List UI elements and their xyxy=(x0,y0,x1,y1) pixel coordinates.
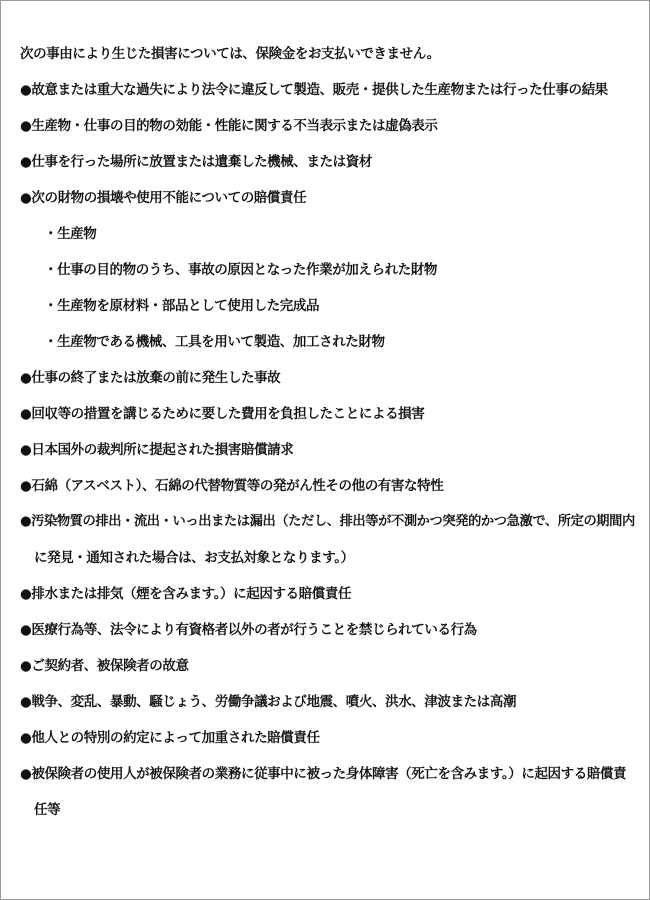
list-item: ●生産物・仕事の目的物の効能・性能に関する不当表示または虚偽表示 xyxy=(20,118,438,134)
intro-text: 次の事由により生じた損害については、保険金をお支払いできません。 xyxy=(20,46,440,62)
sub-list-item: ・生産物 xyxy=(44,226,97,242)
list-item: ●石綿（アスベスト）、石綿の代替物質等の発がん性その他の有害な特性 xyxy=(20,478,444,494)
list-item: ●回収等の措置を講じるために要した費用を負担したことによる損害 xyxy=(20,406,425,422)
list-item-employee-line2: 任等 xyxy=(34,802,61,818)
list-item: ●他人との特別の約定によって加重された賠償責任 xyxy=(20,730,320,746)
list-item-pollution-line2: に発見・通知された場合は、お支払対象となります。） xyxy=(34,550,354,566)
list-item: ●排水または排気（煙を含みます。）に起因する賠償責任 xyxy=(20,586,352,602)
exclusions-list xyxy=(20,44,638,836)
list-item: ●仕事の終了または放棄の前に発生した事故 xyxy=(20,370,281,386)
list-item: ●ご契約者、被保険者の故意 xyxy=(20,658,189,674)
sub-list-item: ・仕事の目的物のうち、事故の原因となった作業が加えられた財物 xyxy=(44,262,437,278)
sub-list-item: ・生産物である機械、工具を用いて製造、加工された財物 xyxy=(44,334,385,350)
list-item: ●戦争、変乱、暴動、騒じょう、労働争議および地震、噴火、洪水、津波または高潮 xyxy=(20,694,517,710)
list-item-employee-line1: ●被保険者の使用人が被保険者の業務に従事中に被った身体障害（死亡を含みます。）に起因する賠償責 xyxy=(20,766,627,782)
sub-list-item: ・生産物を原材料・部品として使用した完成品 xyxy=(44,298,320,314)
list-item-pollution-line1: ●汚染物質の排出・流出・いっ出または漏出（ただし、排出等が不測かつ突発的かつ急激で、所定の期間内 xyxy=(20,514,635,529)
list-item: ●故意または重大な過失により法令に違反して製造、販売・提供した生産物または行った仕事の結果 xyxy=(20,82,608,98)
list-item: ●次の財物の損壊や使用不能についての賠償責任 xyxy=(20,190,307,206)
list-item: ●仕事を行った場所に放置または遺棄した機械、または資材 xyxy=(20,154,372,170)
list-item: ●日本国外の裁判所に提起された損害賠償請求 xyxy=(20,442,294,458)
list-item: ●医療行為等、法令により有資格者以外の者が行うことを禁じられている行為 xyxy=(20,622,477,638)
